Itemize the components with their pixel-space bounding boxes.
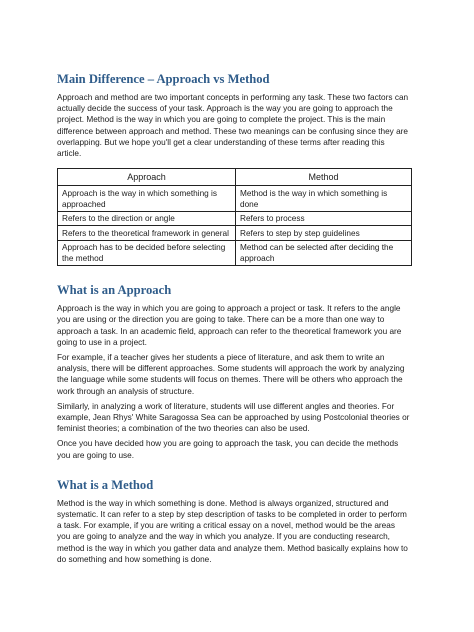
table-row xyxy=(58,226,412,241)
table-row xyxy=(58,211,412,226)
heading-what-is-approach: What is an Approach xyxy=(57,283,172,298)
table-header-approach: Approach xyxy=(58,169,236,186)
table-row xyxy=(58,186,412,212)
table-cell: Refers to the theoretical framework in general xyxy=(58,226,236,241)
approach-paragraph-3: Similarly, in analyzing a work of literature, students will use different angles and theories. For example, Jean Rhys' White Saragossa Sea can be approached by using Postcolonial theories or feminist theories; a combination of the two theories can also be used. xyxy=(57,401,410,434)
table-cell: Method is the way in which something is done xyxy=(236,186,412,212)
comparison-table xyxy=(57,168,412,266)
table-cell: Approach has to be decided before selecting the method xyxy=(58,240,236,266)
approach-paragraph-2: For example, if a teacher gives her students a piece of literature, and ask them to write an analysis, there will be different approaches. Some students will approach the work by analyzing the language while some students will focus on themes. There will be others who approach the work through an analysis of structure. xyxy=(57,353,405,396)
approach-paragraph-4: Once you have decided how you are going to approach the task, you can decide the methods you are going to use. xyxy=(57,439,399,460)
table-cell: Approach is the way in which something is approached xyxy=(58,186,236,212)
table-header-method: Method xyxy=(236,169,412,186)
intro-paragraph: Approach and method are two important concepts in performing any task. These two factors can actually decide the success of your task. Approach is the way you are going to approach the project. Method is the way in which you are going to complete the project. This is the main difference between approach and method. These two meanings can be confusing since they are overlapping. But we hope you'll get a clear understanding of these terms after reading this article. xyxy=(57,93,409,159)
table-cell: Refers to step by step guidelines xyxy=(236,226,412,241)
heading-what-is-method: What is a Method xyxy=(57,477,154,492)
approach-paragraph-1: Approach is the way in which you are going to approach a project or task. It refers to the angle you are using or the direction you are going to take. There can be a more than one way to approach a task. In an academic field, approach can refer to the theoretical framework you are going to use in a project. xyxy=(57,304,402,347)
heading-main-difference: Main Difference – Approach vs Method xyxy=(57,72,270,86)
table-cell: Refers to process xyxy=(236,211,412,226)
table-header-row xyxy=(58,169,412,186)
method-paragraph: Method is the way in which something is done. Method is always organized, structured and systematic. It can refer to a step by step description of tasks to be completed in order to perform a task. For example, if you are writing a critical essay on a novel, method would be the areas you are going to analyze and the way in which you analyze. If you are conducting research, method is the way in which you gather data and analyze them. Method basically explains how to do something and how something is done. xyxy=(57,498,408,564)
table-cell: Refers to the direction or angle xyxy=(58,211,236,226)
table-cell: Method can be selected after deciding the approach xyxy=(236,240,412,266)
table-row xyxy=(58,240,412,266)
